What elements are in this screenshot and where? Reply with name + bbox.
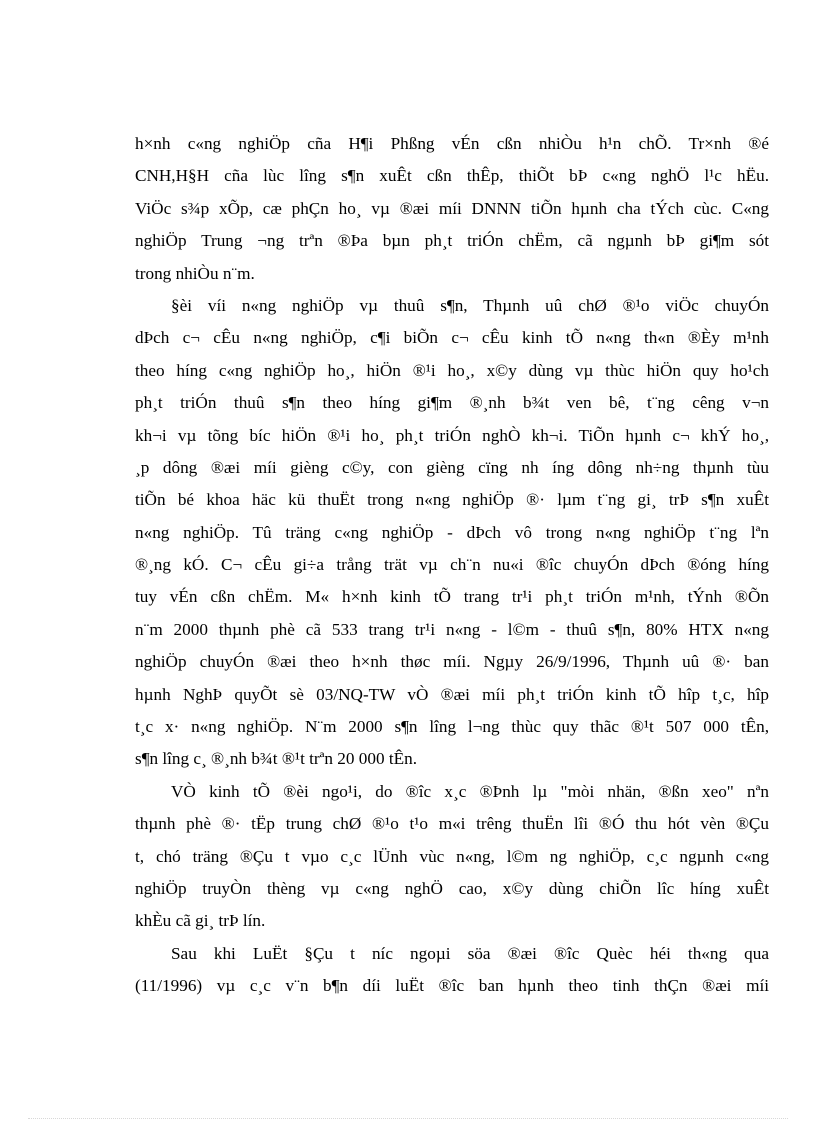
text-line: ¸p dông ®æi míi gièng c©y, con gièng cïng nh íng dông nh÷ng thµnh tùu	[135, 457, 769, 477]
page-bottom-divider	[28, 1118, 788, 1119]
text-line: nghiÖp chuyÓn ®æi theo h×nh thøc míi. Ngµy 26/9/1996, Thµnh uû ®· ban	[135, 652, 769, 672]
text-line: n«ng nghiÖp. Tû träng c«ng nghiÖp - dÞch vô trong n«ng nghiÖp t¨ng lªn	[135, 522, 769, 542]
text-line: t¸c x· n«ng nghiÖp. N¨m 2000 s¶n lîng l¬ng thùc quy thãc ®¹t 507 000 tÊn,	[135, 717, 769, 737]
text-line: s¶n lîng c¸ ®¸nh b¾t ®¹t trªn 20 000 tÊn.	[135, 749, 418, 769]
paragraph-first-line: §èi víi n«ng nghiÖp vµ thuû s¶n, Thµnh uû chØ ®¹o viÖc chuyÓn	[171, 295, 769, 315]
text-line: ®¸ng kÓ. C¬ cÊu gi÷a trång trät vµ ch¨n nu«i ®îc chuyÓn dÞch ®óng híng	[135, 555, 769, 575]
text-line: kh¬i vµ tõng bíc hiÖn ®¹i ho¸ ph¸t triÓn nghÒ kh¬i. TiÕn hµnh c¬ khÝ ho¸,	[135, 425, 769, 445]
text-line: nghiÖp Trung ¬ng trªn ®Þa bµn ph¸t triÓn chËm, cã ngµnh bÞ gi¶m sót	[135, 231, 769, 251]
text-line: t, chó träng ®Çu t vµo c¸c lÜnh vùc n«ng, l©m ng nghiÖp, c¸c ngµnh c«ng	[135, 846, 769, 866]
text-line: n¨m 2000 thµnh phè cã 533 trang tr¹i n«ng - l©m - thuû s¶n, 80% HTX n«ng	[135, 619, 769, 639]
text-line: ViÖc s¾p xÕp, cæ phÇn ho¸ vµ ®æi míi DNNN tiÕn hµnh cha tÝch cùc. C«ng	[135, 198, 769, 218]
text-line: thµnh phè ®· tËp trung chØ ®¹o t¹o m«i trêng thuËn lîi ®Ó thu hót vèn ®Çu	[135, 814, 769, 834]
text-line: theo híng c«ng nghiÖp ho¸, hiÖn ®¹i ho¸, x©y dùng vµ thùc hiÖn quy ho¹ch	[135, 360, 769, 380]
text-line: (11/1996) vµ c¸c v¨n b¶n díi luËt ®îc ban hµnh theo tinh thÇn ®æi míi	[135, 976, 769, 996]
document-body	[135, 128, 769, 1003]
text-line: tiÕn bé khoa häc kü thuËt trong n«ng nghiÖp ®· lµm t¨ng gi¸ trÞ s¶n xuÊt	[135, 490, 769, 510]
paragraph-first-line: Sau khi LuËt §Çu t níc ngoµi söa ®æi ®îc Quèc héi th«ng qua	[171, 943, 769, 963]
text-line: nghiÖp truyÒn thèng vµ c«ng nghÖ cao, x©y dùng chiÕn lîc híng xuÊt	[135, 878, 769, 898]
text-line: khÈu cã gi¸ trÞ lín.	[135, 911, 266, 931]
text-line: trong nhiÒu n¨m.	[135, 263, 255, 283]
text-line: dÞch c¬ cÊu n«ng nghiÖp, c¶i biÕn c¬ cÊu kinh tÕ n«ng th«n ®Èy m¹nh	[135, 328, 769, 348]
text-line: h×nh c«ng nghiÖp cña H¶i Phßng vÉn cßn nhiÒu h¹n chÕ. Tr×nh ®é	[135, 134, 769, 153]
text-line: ph¸t triÓn thuû s¶n theo híng gi¶m ®¸nh b¾t ven bê, t¨ng cêng v¬n	[135, 393, 769, 413]
paragraph-first-line: VÒ kinh tÕ ®èi ngo¹i, do ®îc x¸c ®Þnh lµ "mòi nhän, ®ßn xeo" nªn	[171, 781, 769, 801]
text-line: tuy vÉn cßn chËm. M« h×nh kinh tÕ trang tr¹i ph¸t triÓn m¹nh, tÝnh ®Õn	[135, 587, 769, 607]
text-line: hµnh NghÞ quyÕt sè 03/NQ-TW vÒ ®æi míi ph¸t triÓn kinh tÕ hîp t¸c, hîp	[135, 684, 769, 704]
text-line: CNH,H§H cña lùc lîng s¶n xuÊt cßn thÊp, thiÕt bÞ c«ng nghÖ l¹c hËu.	[135, 166, 769, 186]
